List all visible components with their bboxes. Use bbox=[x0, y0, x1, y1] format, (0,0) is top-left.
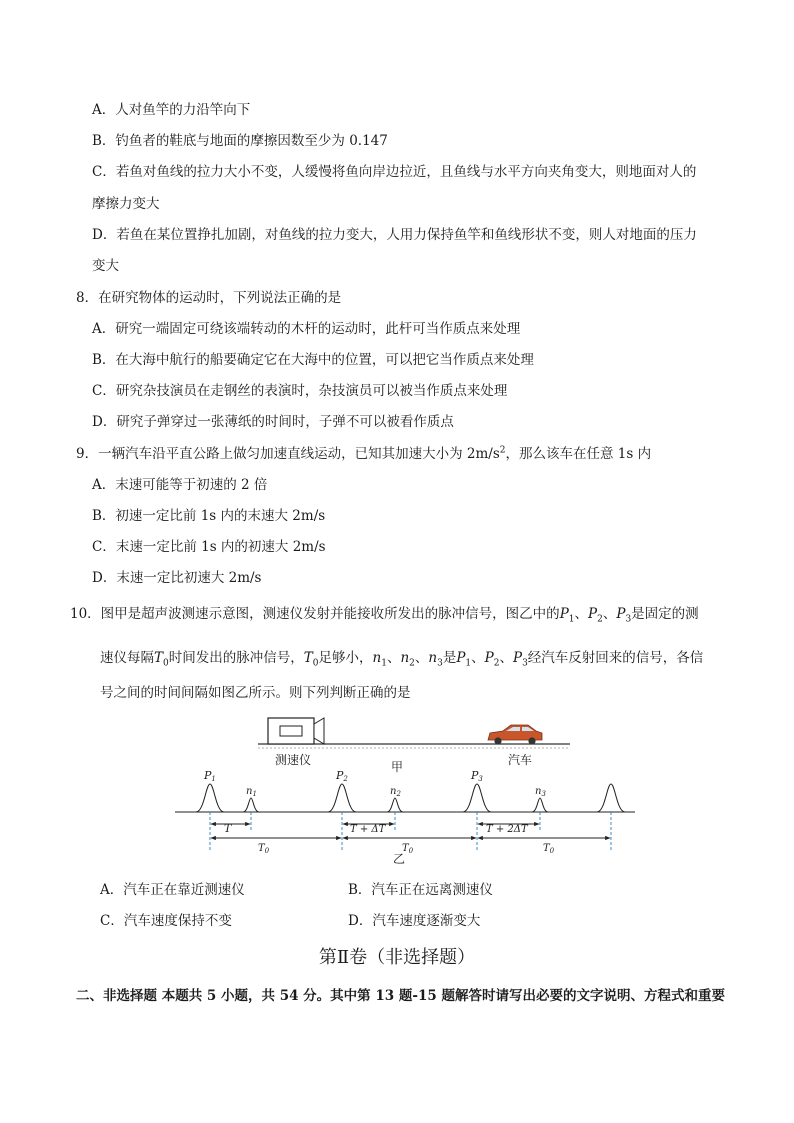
car-icon bbox=[488, 725, 542, 745]
q8-stem: 8．在研究物体的运动时，下列说法正确的是 bbox=[76, 290, 342, 306]
section-title: 第Ⅱ卷（非选择题） bbox=[318, 947, 476, 968]
q10-var: n bbox=[428, 650, 438, 666]
q10-sep: 、 bbox=[499, 650, 513, 666]
interval-t0-1-label: $T_0$ bbox=[258, 843, 270, 855]
q10-sep: 、 bbox=[414, 650, 429, 666]
q9-stem-sup: 2 bbox=[499, 445, 506, 456]
pulse-n3 bbox=[532, 798, 548, 812]
pulse-p1 bbox=[196, 784, 224, 812]
q10-stem-line3: 号之间的时间间隔如图乙所示。则下列判断正确的是 bbox=[100, 685, 411, 701]
q10-sub: 0 bbox=[163, 658, 169, 669]
q10-var: T bbox=[303, 650, 313, 666]
q9-stem-post: ，那么该车在任意 1s 内 bbox=[505, 446, 652, 462]
q10-sep: 、 bbox=[574, 606, 589, 622]
q10-sub: 3 bbox=[522, 658, 528, 669]
pulse-p3 bbox=[463, 784, 491, 812]
pulse-n2 bbox=[387, 798, 403, 812]
q10-option-c: C．汽车速度保持不变 bbox=[100, 913, 232, 929]
fig-b-label: 乙 bbox=[393, 852, 406, 866]
q8-option-c: C．研究杂技演员在走钢丝的表演时，杂技演员可以被当作质点来处理 bbox=[92, 383, 508, 399]
q10-var: P bbox=[616, 606, 626, 622]
dashed-markers bbox=[210, 812, 611, 850]
q10-var: n bbox=[372, 650, 382, 666]
q10-text: 时间发出的脉冲信号， bbox=[168, 650, 304, 666]
label-p1: P1 bbox=[204, 769, 216, 783]
q10-text: 速仪每隔 bbox=[100, 650, 154, 666]
q10-var: P bbox=[512, 650, 523, 666]
q10-option-a: A．汽车正在靠近测速仪 bbox=[100, 882, 245, 898]
q7-option-a: A．人对鱼竿的力沿竿向下 bbox=[92, 102, 251, 118]
car-label: 汽车 bbox=[508, 753, 533, 767]
q10-var: P bbox=[456, 650, 466, 666]
q8-option-d: D．研究子弹穿过一张薄纸的时间时，子弹不可以被看作质点 bbox=[92, 414, 454, 430]
label-p2: P2 bbox=[336, 769, 348, 783]
device-label: 测速仪 bbox=[275, 753, 312, 767]
q9-option-c: C．末速一定比前 1s 内的初速大 2m/s bbox=[92, 539, 326, 555]
label-n2: $n_2$ bbox=[390, 786, 401, 798]
q10-var: T bbox=[154, 650, 164, 666]
q10-var: P bbox=[588, 606, 598, 622]
pulse-p2 bbox=[328, 784, 356, 812]
interval-t0-3-label: $T_0$ bbox=[543, 843, 555, 855]
q10-text: 足够小， bbox=[318, 650, 373, 666]
pulse-n1 bbox=[243, 798, 259, 812]
q7-option-d-cont: 变大 bbox=[92, 258, 119, 274]
interval-t-label: T bbox=[224, 822, 232, 835]
part2-heading: 二、非选择题 本题共 5 小题，共 54 分。其中第 13 题-15 题解答时请写出必要的文字说明、方程式和重要 bbox=[76, 988, 725, 1004]
q10-var: n bbox=[400, 650, 410, 666]
q10-sub: 1 bbox=[381, 658, 387, 669]
q9-option-d: D．末速一定比初速大 2m/s bbox=[92, 570, 262, 586]
q8-option-a: A．研究一端固定可绕该端转动的木杆的运动时，此杆可当作质点来处理 bbox=[92, 321, 521, 337]
interval-t-2dt-label: T + 2ΔT bbox=[486, 824, 528, 835]
q10-text: 10．图甲是超声波测速示意图，测速仪发射并能接收所发出的脉冲信号，图乙中的 bbox=[70, 606, 560, 622]
q10-sub: 2 bbox=[409, 658, 415, 669]
q9-option-b: B．初速一定比前 1s 内的末速大 2m/s bbox=[92, 508, 326, 524]
label-n3: $n_3$ bbox=[535, 786, 546, 798]
q10-text: 是 bbox=[442, 650, 457, 666]
q10-text: 经汽车反射回来的信号，各信 bbox=[527, 650, 704, 666]
interval-t-dt-label: T + ΔT bbox=[350, 824, 386, 835]
q10-sep: 、 bbox=[471, 650, 485, 666]
q10-sub: 0 bbox=[312, 658, 319, 669]
fig-a-label: 甲 bbox=[391, 760, 404, 774]
q7-option-b: B．钓鱼者的鞋底与地面的摩擦因数至少为 0.147 bbox=[92, 133, 388, 149]
q7-option-c-cont: 摩擦力变大 bbox=[92, 196, 160, 212]
q10-sub: 1 bbox=[568, 614, 575, 625]
label-p3: P3 bbox=[471, 769, 483, 783]
q10-text: 是固定的测 bbox=[631, 606, 699, 622]
q10-var: P bbox=[484, 650, 494, 666]
q10-sub: 2 bbox=[597, 614, 603, 625]
q10-sub: 3 bbox=[437, 658, 443, 669]
q10-sep: 、 bbox=[386, 650, 401, 666]
q10-option-d: D．汽车速度逐渐变大 bbox=[348, 913, 481, 929]
label-n1: $n_1$ bbox=[246, 786, 257, 798]
q9-option-a: A．末速可能等于初速的 2 倍 bbox=[92, 477, 268, 493]
q7-option-d: D．若鱼在某位置挣扎加剧，对鱼线的拉力变大，人用力保持鱼竿和鱼线形状不变，则人对地面的压力 bbox=[92, 227, 697, 243]
q10-sub: 3 bbox=[625, 614, 632, 625]
speed-device-icon bbox=[268, 718, 324, 744]
q10-option-b: B．汽车正在远离测速仪 bbox=[348, 882, 493, 898]
interval-t0-2-label: $T_0$ bbox=[402, 843, 414, 855]
q10-sub: 1 bbox=[465, 658, 472, 669]
q10-sub: 2 bbox=[493, 658, 500, 669]
q10-var: P bbox=[559, 606, 569, 622]
q8-option-b: B．在大海中航行的船要确定它在大海中的位置，可以把它当作质点来处理 bbox=[92, 352, 534, 368]
pulse-p4 bbox=[597, 784, 625, 812]
q10-sep: 、 bbox=[602, 606, 617, 622]
q7-option-c: C．若鱼对鱼线的拉力大小不变，人缓慢将鱼向岸边拉近，且鱼线与水平方向夹角变大，则地面对人的 bbox=[92, 164, 697, 180]
q9-stem-pre: 9．一辆汽车沿平直公路上做匀加速直线运动，已知其加速大小为 2m/s bbox=[76, 446, 500, 462]
